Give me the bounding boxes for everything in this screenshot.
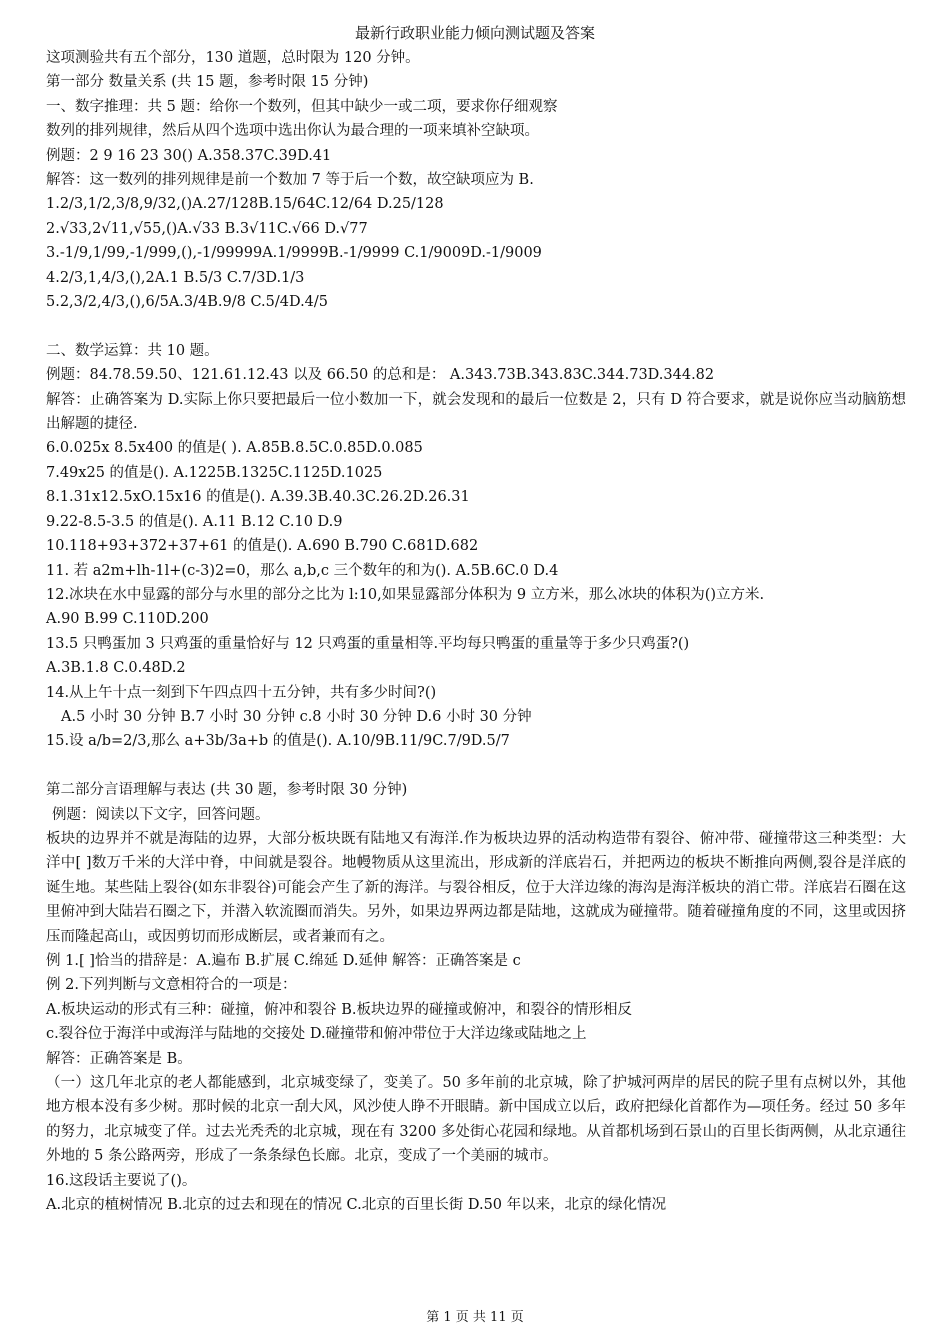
part2-example-intro: 例题：阅读以下文字，回答问题。 bbox=[52, 806, 270, 823]
example-2-answer: 解答：正确答案是 B。 bbox=[46, 1050, 192, 1067]
question-2: 2.√33,2√11,√55,()A.√33 B.3√11C.√66 D.√77 bbox=[46, 220, 368, 237]
question-9: 9.22-8.5-3.5 的值是(). A.11 B.12 C.10 D.9 bbox=[46, 513, 343, 530]
reading-passage-2: （一）这几年北京的老人都能感到，北京城变绿了，变美了。50 多年前的北京城，除了护城河两岸的居民的院子里有点树以外，其他地方根本没有多少树。那时候的北京一刮大风，风沙使人睁不开眼睛。新中国成立以后，政府把绿化首都作为—项任务。经过 50 多年的努力，北京城变了佯。过去光秃秃的北京城，现在有 3200 多处街心花园和绿地。从首都机场到石景山的百里长街两侧，从北京通往外地的 5 条公路两旁，形成了一条条绿色长廊。北京，变成了一个美丽的城市。 bbox=[46, 1075, 906, 1165]
question-16: 16.这段话主要说了()。 bbox=[46, 1172, 197, 1189]
section1-instruction-line2: 数列的排列规律，然后从四个选项中选出你认为最合理的一项来填补空缺项。 bbox=[46, 123, 539, 140]
question-5: 5.2,3/2,4/3,(),6/5A.3/4B.9/8 C.5/4D.4/5 bbox=[46, 294, 329, 311]
question-14: 14.从上午十点一刻到下午四点四十五分钟，共有多少时间?() bbox=[46, 684, 437, 701]
page-footer: 第 1 页 共 11 页 bbox=[426, 1310, 524, 1325]
blank-line bbox=[46, 754, 906, 778]
document-body bbox=[46, 46, 906, 1217]
question-13-options: A.3B.1.8 C.0.48D.2 bbox=[46, 660, 186, 677]
example-2: 例 2.下列判断与文意相符合的一项是： bbox=[46, 977, 297, 994]
reading-passage-1: 板块的边界并不就是海陆的边界，大部分板块既有陆地又有海洋.作为板块边界的活动构造带有裂谷、俯冲带、碰撞带这三种类型：大洋中[ ]数万千米的大洋中脊，中间就是裂谷。地幔物质从这里流出，形成新的洋底岩石，并把两边的板块不断推向两侧,裂谷是洋底的诞生地。某些陆上裂谷(如东非裂谷)可能会产生了新的海洋。与裂谷相反，位于大洋边缘的海沟是海洋板块的消亡带。洋底岩石圈在这里俯冲到大陆岩石圈之下，并潜入软流圈而消失。另外，如果边界两边都是陆地，这就成为碰撞带。随着碰撞角度的不同，这里或因挤压而隆起高山，或因剪切而形成断层，或者兼而有之。 bbox=[46, 830, 906, 945]
part1-heading: 第一部分 数量关系 (共 15 题，参考时限 15 分钟) bbox=[46, 74, 369, 91]
section2-answer: 解答：止确答案为 D.实际上你只要把最后一位小数加一下，就会发现和的最后一位数是 2，只有 D 符合要求，就是说你应当动脑筋想出解题的捷径. bbox=[46, 391, 906, 433]
example-1: 例 1.[ ]恰当的措辞是：A.遍布 B.扩展 C.绵延 D.延伸 解答：正确答案是 c bbox=[46, 953, 521, 969]
example-2-options-cd: c.裂谷位于海洋中或海洋与陆地的交接处 D.碰撞带和俯冲带位于大洋边缘或陆地之上 bbox=[46, 1026, 587, 1043]
question-3: 3.-1/9,1/99,-1/999,(),-1/99999A.1/9999B.-1/9999 C.1/9009D.-1/9009 bbox=[46, 245, 542, 262]
question-8: 8.1.31x12.5xO.15x16 的值是(). A.39.3B.40.3C.26.2D.26.31 bbox=[46, 489, 470, 506]
section2-example: 例题：84.78.59.50、121.61.12.43 以及 66.50 的总和是： A.343.73B.343.83C.344.73D.344.82 bbox=[46, 367, 715, 384]
section1-instruction-line1: 一、数字推理：共 5 题：给你一个数列，但其中缺少一或二项，要求你仔细观察 bbox=[46, 98, 558, 115]
question-16-options: A.北京的植树情况 B.北京的过去和现在的情况 C.北京的百里长街 D.50 年以来，北京的绿化情况 bbox=[46, 1197, 667, 1214]
question-10: 10.118+93+372+37+61 的值是(). A.690 B.790 C.681D.682 bbox=[46, 538, 479, 555]
question-1: 1.2/3,1/2,3/8,9/32,()A.27/128B.15/64C.12/64 D.25/128 bbox=[46, 196, 444, 213]
question-4: 4.2/3,1,4/3,(),2A.1 B.5/3 C.7/3D.1/3 bbox=[46, 269, 305, 286]
question-6: 6.0.025x 8.5x400 的值是( ). A.85B.8.5C.0.85D.0.085 bbox=[46, 440, 423, 457]
question-13: 13.5 只鸭蛋加 3 只鸡蛋的重量恰好与 12 只鸡蛋的重量相等.平均每只鸭蛋的重量等于多少只鸡蛋?() bbox=[46, 635, 690, 652]
part2-heading: 第二部分言语理解与表达 (共 30 题，参考时限 30 分钟) bbox=[46, 782, 408, 799]
intro-text: 这项测验共有五个部分，130 道题，总时限为 120 分钟。 bbox=[46, 50, 420, 66]
section1-example: 例题：2 9 16 23 30() A.358.37C.39D.41 bbox=[46, 147, 332, 164]
question-12-options: A.90 B.99 C.110D.200 bbox=[46, 611, 209, 628]
section2-heading: 二、数学运算：共 10 题。 bbox=[46, 342, 219, 359]
section1-answer: 解答：这一数列的排列规律是前一个数加 7 等于后一个数，故空缺项应为 B. bbox=[46, 172, 534, 189]
question-12: 12.冰块在水中显露的部分与水里的部分之比为 l:10,如果显露部分体积为 9 立方米，那么冰块的体积为()立方米. bbox=[46, 586, 765, 603]
example-2-options-ab: A.板块运动的形式有三种：碰撞，俯冲和裂谷 B.板块边界的碰撞或俯冲，和裂谷的情形相反 bbox=[46, 1001, 632, 1018]
question-14-options: A.5 小时 30 分钟 B.7 小时 30 分钟 c.8 小时 30 分钟 D.6 小时 30 分钟 bbox=[61, 708, 532, 725]
blank-line bbox=[46, 314, 906, 338]
question-15: 15.设 a/b=2/3,那么 a+3b/3a+b 的值是(). A.10/9B.11/9C.7/9D.5/7 bbox=[46, 733, 510, 750]
document-title: 最新行政职业能力倾向测试题及答案 bbox=[354, 24, 595, 42]
question-7: 7.49x25 的值是(). A.1225B.1325C.1125D.1025 bbox=[46, 464, 383, 481]
question-11: 11. 若 a2m+lh-1l+(c-3)2=0，那么 a,b,c 三个数年的和为(). A.5B.6C.0 D.4 bbox=[46, 562, 559, 579]
